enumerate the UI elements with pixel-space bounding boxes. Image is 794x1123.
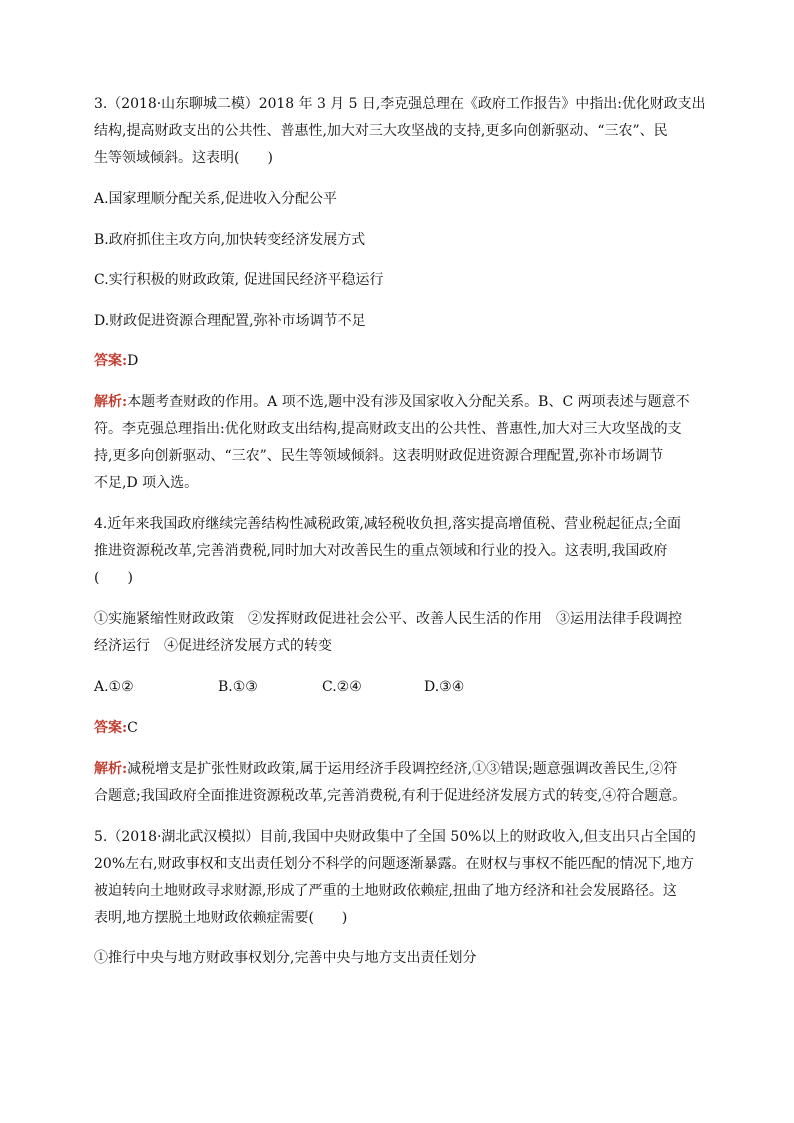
- stem-line: 生等领域倾斜。这表明( ): [94, 150, 273, 166]
- choice-d: D.③④: [424, 679, 465, 695]
- analysis-line: 本题考查财政的作用。A 项不选,题中没有涉及国家收入分配关系。B、C 两项表述与题意不: [127, 394, 690, 410]
- stem-line: 4.近年来我国政府继续完善结构性减税政策,减轻税收负担,落实提高增值税、营业税起征点;全面: [94, 516, 681, 532]
- analysis-line: 合题意;我国政府全面推进资源税改革,完善消费税,有利于促进经济发展方式的转变,④符合题意。: [94, 788, 687, 804]
- answer-label: 答案:: [94, 720, 128, 736]
- question-4-analysis: [94, 756, 706, 810]
- question-3-stem: [94, 91, 706, 172]
- analysis-line: 符。李克强总理指出:优化财政支出结构,提高财政支出的公共性、普惠性,加大对三大攻坚战的支: [94, 421, 682, 437]
- statement-line: ①实施紧缩性财政政策 ②发挥财政促进社会公平、改善人民生活的作用 ③运用法律手段调控: [94, 611, 682, 627]
- analysis-line: 持,更多向创新驱动、“三农”、民生等领域倾斜。这表明财政促进资源合理配置,弥补市场调节: [94, 448, 664, 464]
- question-5-stem: [94, 824, 706, 932]
- question-3-answer: [94, 348, 706, 375]
- stem-line: ( ): [94, 570, 133, 586]
- question-3-analysis: [94, 389, 706, 497]
- question-5-statement-1: ①推行中央与地方财政事权划分,完善中央与地方支出责任划分: [94, 950, 477, 966]
- question-4-stem: [94, 511, 706, 592]
- choice-b: B.①③: [218, 679, 258, 695]
- question-4-choices: [94, 674, 706, 701]
- answer-value: D: [127, 353, 139, 369]
- choice-c: C.②④: [322, 679, 362, 695]
- analysis-label: 解析:: [94, 761, 128, 777]
- question-3-option-d: D.财政促进资源合理配置,弥补市场调节不足: [94, 313, 366, 329]
- stem-line: 3.（2018·山东聊城二模）2018 年 3 月 5 日,李克强总理在《政府工作报告》中指出:优化财政支出: [94, 96, 706, 112]
- analysis-line: 不足,D 项入选。: [94, 475, 199, 491]
- stem-line: 被迫转向土地财政寻求财源,形成了严重的土地财政依赖症,扭曲了地方经济和社会发展路径。这: [94, 883, 677, 899]
- answer-value: C: [127, 720, 138, 736]
- stem-line: 结构,提高财政支出的公共性、普惠性,加大对三大攻坚战的支持,更多向创新驱动、“三农”、民: [94, 123, 668, 139]
- stem-line: 表明,地方摆脱土地财政依赖症需要( ): [94, 910, 348, 926]
- question-4-statements: [94, 606, 706, 660]
- question-3-option-c: C.实行积极的财政政策, 促进国民经济平稳运行: [94, 272, 384, 288]
- question-3-option-b: B.政府抓住主攻方向,加快转变经济发展方式: [94, 232, 366, 248]
- statement-line: 经济运行 ④促进经济发展方式的转变: [94, 638, 332, 654]
- stem-line: 5.（2018·湖北武汉模拟）目前,我国中央财政集中了全国 50%以上的财政收入,但支出只占全国的: [94, 829, 696, 845]
- answer-label: 答案:: [94, 353, 128, 369]
- question-3-option-a: A.国家理顺分配关系,促进收入分配公平: [94, 191, 338, 207]
- analysis-line: 减税增支是扩张性财政政策,属于运用经济手段调控经济,①③错误;题意强调改善民生,②符: [127, 761, 678, 777]
- stem-line: 20%左右,财政事权和支出责任划分不科学的问题逐渐暴露。在财权与事权不能匹配的情况下,地方: [94, 856, 695, 872]
- choice-a: A.①②: [94, 679, 134, 695]
- question-4-answer: [94, 715, 706, 742]
- stem-line: 推进资源税改革,完善消费税,同时加大对改善民生的重点领域和行业的投入。这表明,我国政府: [94, 543, 668, 559]
- analysis-label: 解析:: [94, 394, 128, 410]
